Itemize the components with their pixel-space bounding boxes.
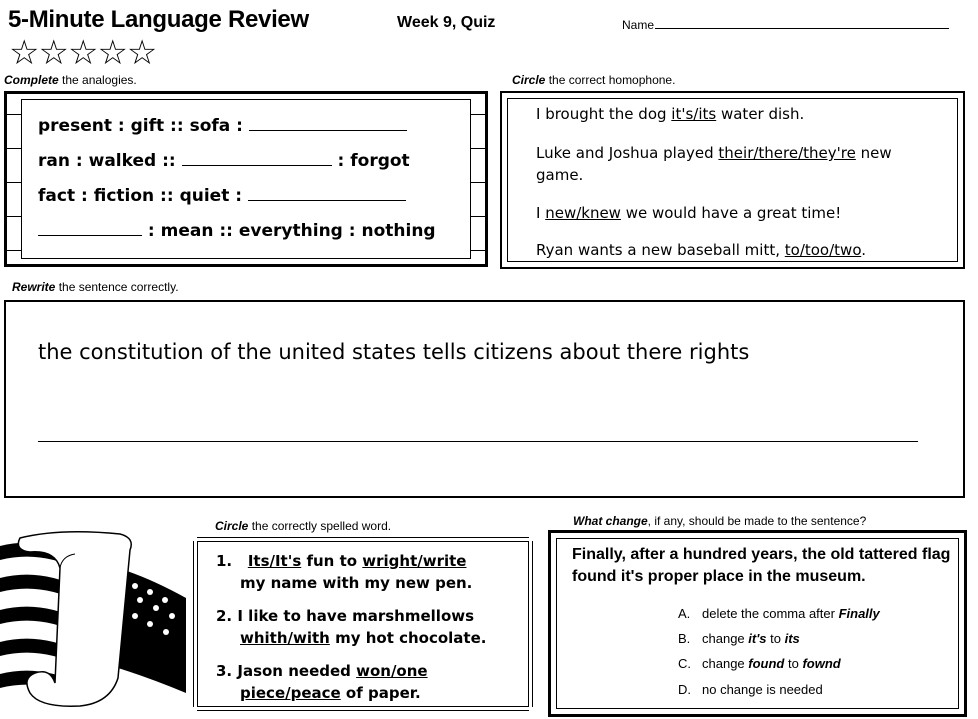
rewrite-answer-line[interactable] — [38, 441, 918, 442]
ladder-rail-left — [7, 94, 21, 264]
answer-blank[interactable] — [249, 116, 407, 131]
spelling-item-1-cont: my name with my new pen. — [240, 574, 473, 592]
homophone-sentence-2: Luke and Joshua played their/there/they're new — [536, 144, 892, 162]
change-sentence: Finally, after a hundred years, the old tattered flag found it's proper place in the museum. — [572, 546, 951, 585]
homophone-choice[interactable]: new/knew — [545, 204, 621, 222]
option-b[interactable]: B. change it's to its — [678, 631, 800, 646]
homophone-choice[interactable]: it's/its — [671, 105, 717, 123]
flag-scroll-icon — [0, 528, 188, 718]
spelling-choice[interactable]: Its/It's — [247, 552, 302, 570]
rewrite-box — [4, 300, 965, 498]
homophone-sentence-4: Ryan wants a new baseball mitt, to/too/two. — [536, 241, 867, 259]
answer-blank[interactable] — [248, 186, 406, 201]
name-line[interactable] — [655, 18, 949, 29]
analogy-row-3: fact : fiction :: quiet : — [38, 186, 406, 206]
name-label: Name — [622, 18, 655, 32]
spelling-item-3-cont: piece/peace of paper. — [240, 684, 421, 702]
answer-blank[interactable] — [38, 221, 142, 236]
spelling-item-1: 1. Its/It's fun to wright/write — [216, 552, 467, 570]
analogies-instruction: Complete the analogies. — [4, 73, 137, 87]
homophone-sentence-3: I new/knew we would have a great time! — [536, 204, 842, 222]
ladder-rail-right — [471, 94, 485, 264]
homophone-sentence-2-cont: game. — [536, 166, 584, 184]
spelling-item-2: 2. I like to have marshmellows — [216, 607, 475, 625]
name-field[interactable] — [622, 18, 949, 32]
star-rating[interactable]: ☆☆☆☆☆ — [9, 34, 157, 72]
homophone-choice[interactable]: to/too/two — [784, 241, 862, 259]
answer-blank[interactable] — [182, 151, 332, 166]
option-c[interactable]: C. change found to fownd — [678, 656, 841, 671]
homophone-instruction: Circle the correct homophone. — [512, 73, 676, 87]
analogy-row-1: present : gift :: sofa : — [38, 116, 407, 136]
page-title: 5-Minute Language Review — [8, 6, 309, 33]
spelling-choice[interactable]: wright/write — [362, 552, 467, 570]
spelling-choice[interactable]: whith/with — [240, 629, 330, 647]
week-label: Week 9, Quiz — [397, 14, 496, 31]
option-d[interactable]: D. no change is needed — [678, 682, 823, 697]
spelling-item-3: 3. Jason needed won/one — [216, 662, 428, 680]
rewrite-instruction: Rewrite the sentence correctly. — [12, 280, 179, 294]
spelling-instruction: Circle the correctly spelled word. — [215, 519, 392, 533]
spelling-item-2-cont: whith/with my hot chocolate. — [240, 629, 487, 647]
analogy-row-4: : mean :: everything : nothing — [38, 221, 436, 241]
spelling-choice[interactable]: piece/peace — [240, 684, 341, 702]
homophone-sentence-1: I brought the dog it's/its water dish. — [536, 105, 805, 123]
rewrite-sentence: the constitution of the united states tells citizens about there rights — [38, 340, 750, 364]
option-a[interactable]: A. delete the comma after Finally — [678, 606, 880, 621]
homophone-choice[interactable]: their/there/they're — [718, 144, 856, 162]
spelling-choice[interactable]: won/one — [356, 662, 428, 680]
analogy-row-2: ran : walked :: : forgot — [38, 151, 410, 171]
change-instruction: What change, if any, should be made to the sentence? — [573, 514, 867, 528]
